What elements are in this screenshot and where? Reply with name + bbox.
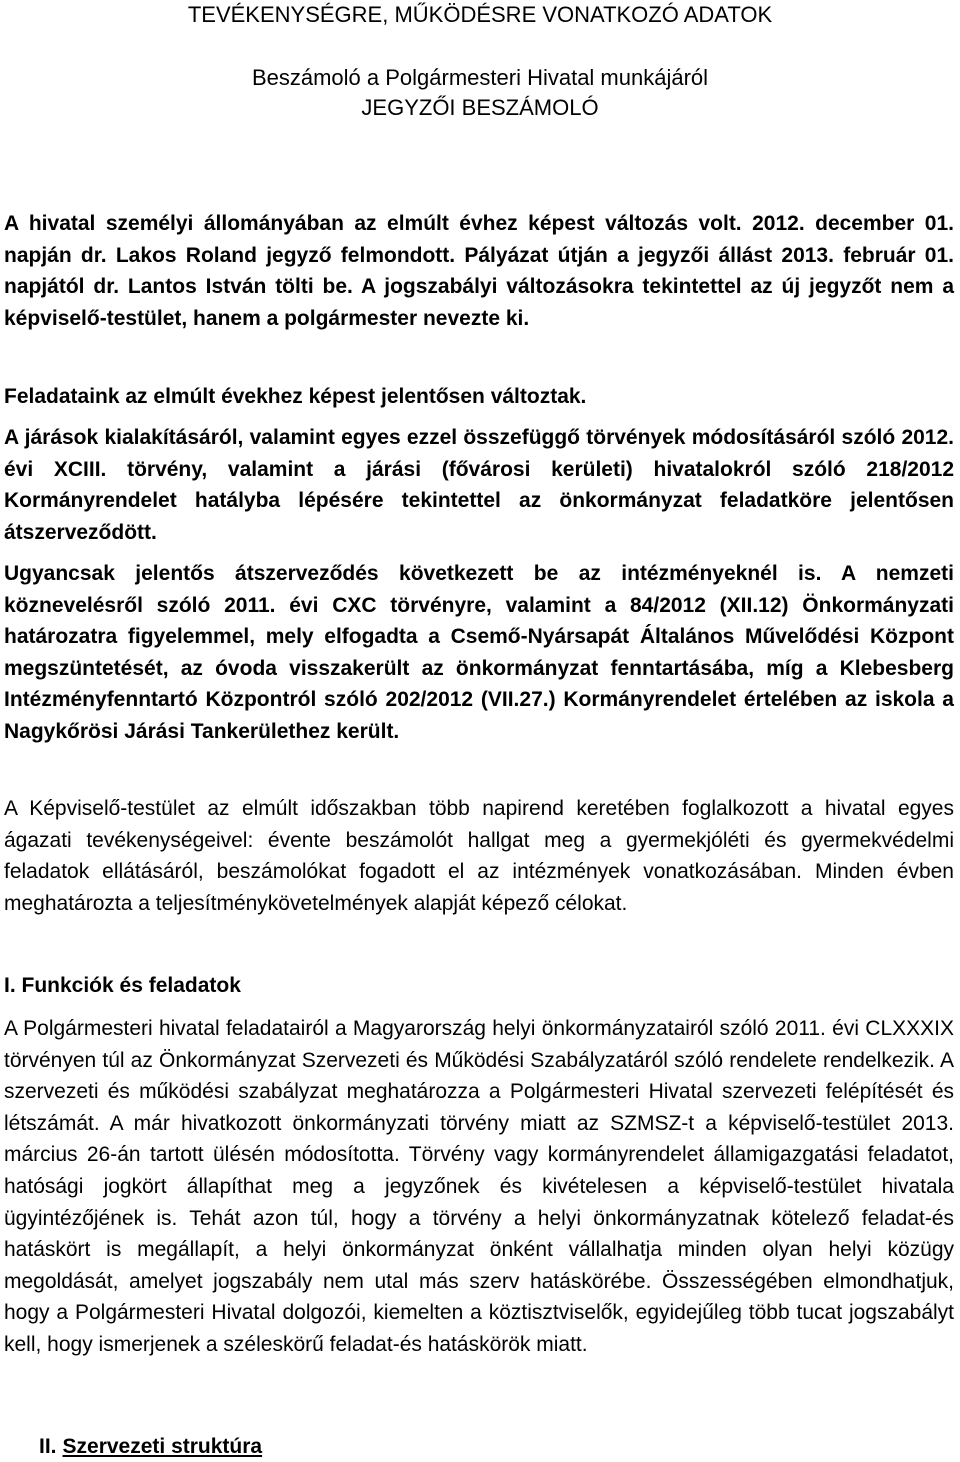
document-subtitle-2: JEGYZŐI BESZÁMOLÓ	[361, 95, 599, 120]
paragraph-council-activity: A Képviselő-testület az elmúlt időszakban több napirend keretében foglalkozott a hivatal egyes ágazati tevékenységeivel: évente beszámolót hallgat meg a gyermekjóléti és gyermekvédelmi feladatok ellátásáról, beszámolókat fogadott el az intézmények vonatkozásában. Minden évben meghatározta a teljesítménykövetelmények alapját képező célokat.	[4, 797, 954, 915]
section-label: Szervezeti struktúra	[62, 1435, 263, 1458]
section-heading-structure	[39, 1432, 262, 1462]
section-heading-functions: I. Funkciók és feladatok	[4, 974, 241, 997]
paragraph-tasks-changed: Feladataink az elmúlt évekhez képest jelentősen változtak.	[4, 385, 587, 408]
paragraph-district-law: A járások kialakításáról, valamint egyes ezzel összefüggő törvények módosításáról szóló 2012. évi XCIII. törvény, valamint a járási (fővárosi kerületi) hivatalokról szóló 218/2012 Kormányrendelet hatályba lépésére tekintettel az önkormányzat feladatköre jelentősen átszerveződött.	[4, 426, 954, 544]
paragraph-functions: A Polgármesteri hivatal feladatairól a Magyarország helyi önkormányzatairól szóló 2011. évi CLXXXIX törvényen túl az Önkormányzat Szervezeti és Működési Szabályzatáról szóló rendelete rendelkezik. A szervezeti és működési szabályzat meghatározza a Polgármesteri Hivatal szervezeti felépítését és létszámát. A már hivatkozott önkormányzati törvény miatt az SZMSZ-t a képviselő-testület 2013. március 26-án tartott ülésén módosította. Törvény vagy kormányrendelet államigazgatási feladatot, hatósági jogkört állapíthat meg a jegyzőnek és kivételesen a képviselő-testület hivatala ügyintézőjének is. Tehát azon túl, hogy a törvény a helyi önkormányzatnak kötelező feladat-és hatáskört is megállapít, a helyi önkormányzat önként vállalhatja minden olyan helyi közügy megoldását, amelyet jogszabály nem utal más szerv hatáskörébe. Összességében elmondhatjuk, hogy a Polgármesteri Hivatal dolgozói, kiemelten a köztisztviselők, egyidejűleg több tucat jogszabályt kell, hogy ismerjenek a széleskörű feladat-és hatáskörök miatt.	[4, 1017, 954, 1356]
paragraph-institutions: Ugyancsak jelentős átszerveződés következett be az intézményeknél is. A nemzeti köznevelésről szóló 2011. évi CXC törvényre, valamint a 84/2012 (XII.12) Önkormányzati határozatra figyelemmel, mely elfogadta a Csemő-Nyársapát Általános Művelődési Központ megszüntetését, az óvoda visszakerült az önkormányzat fenntartásába, míg a Klebesberg Intézményfenntartó Központról szóló 202/2012 (VII.27.) Kormányrendelet értelében az iskola a Nagykőrösi Járási Tankerülethez került.	[4, 562, 954, 743]
document-subtitle: Beszámoló a Polgármesteri Hivatal munkájáról	[251, 65, 709, 90]
document-title: TEVÉKENYSÉGRE, MŰKÖDÉSRE VONATKOZÓ ADATOK	[187, 2, 773, 27]
paragraph-staff-change: A hivatal személyi állományában az elmúlt évhez képest változás volt. 2012. december 01. napján dr. Lakos Roland jegyző felmondott. Pályázat útján a jegyzői állást 2013. február 01. napjától dr. Lantos István tölti be. A jogszabályi változásokra tekintettel az új jegyzőt nem a képviselő-testület, hanem a polgármester nevezte ki.	[4, 212, 954, 330]
section-number: II.	[39, 1435, 57, 1458]
